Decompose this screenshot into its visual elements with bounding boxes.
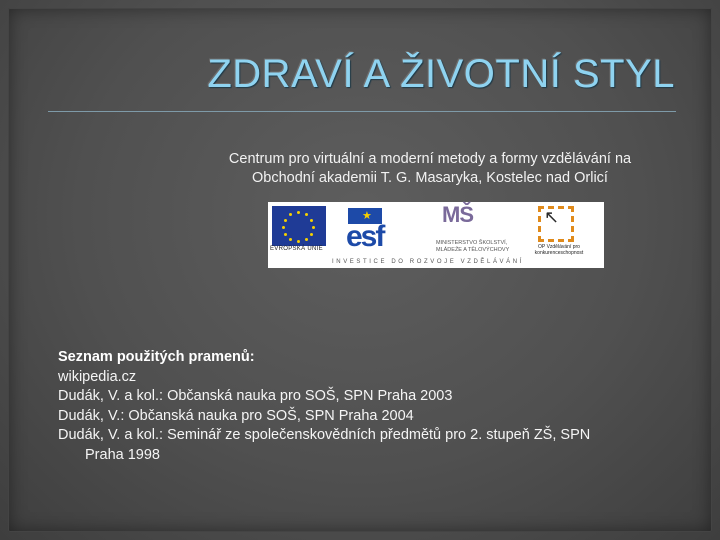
subtitle-line-1: Centrum pro virtuální a moderní metody a formy vzdělávání na xyxy=(228,151,632,167)
references xyxy=(58,348,678,465)
op-label: OP Vzdělávání pro konkurenceschopnost xyxy=(534,244,584,256)
msmt-label: MINISTERSTVO ŠKOLSTVÍ, MLÁDEŽE A TĚLOVÝCHOVY xyxy=(436,240,510,253)
msmt-mark: MŠ xyxy=(442,202,473,227)
esf-logo-icon xyxy=(344,206,398,253)
msmt-logo-icon xyxy=(436,204,512,256)
reference-item: wikipedia.cz xyxy=(58,368,137,385)
esf-flag: ★ xyxy=(348,208,382,224)
op-vk-logo-icon xyxy=(530,204,584,256)
reference-item: Dudák, V. a kol.: Občanská nauka pro SOŠ, SPN Praha 2003 xyxy=(58,388,453,404)
reference-item-continuation: Praha 1998 xyxy=(85,446,160,463)
eu-label: EVROPSKÁ UNIE xyxy=(270,246,323,252)
title-divider xyxy=(48,111,676,112)
esf-text: esf xyxy=(346,220,384,253)
reference-item: Dudák, V.: Občanská nauka pro SOŠ, SPN Praha 2004 xyxy=(58,407,414,424)
eu-flag-icon xyxy=(272,206,326,246)
logos-tagline: INVESTICE DO ROZVOJE VZDĚLÁVÁNÍ xyxy=(332,259,524,265)
logo-strip xyxy=(268,202,604,268)
subtitle-line-2: Obchodní akademii T. G. Masaryka, Kostelec nad Orlicí xyxy=(252,170,608,186)
subtitle xyxy=(180,150,680,188)
slide-title: ZDRAVÍ A ŽIVOTNÍ STYL xyxy=(207,52,675,96)
reference-item: Dudák, V. a kol.: Seminář ze společenskovědních předmětů pro 2. stupeň ZŠ, SPN xyxy=(58,427,591,443)
references-heading: Seznam použitých pramenů: xyxy=(58,349,255,365)
op-arrow-icon: ↖ xyxy=(544,207,560,227)
